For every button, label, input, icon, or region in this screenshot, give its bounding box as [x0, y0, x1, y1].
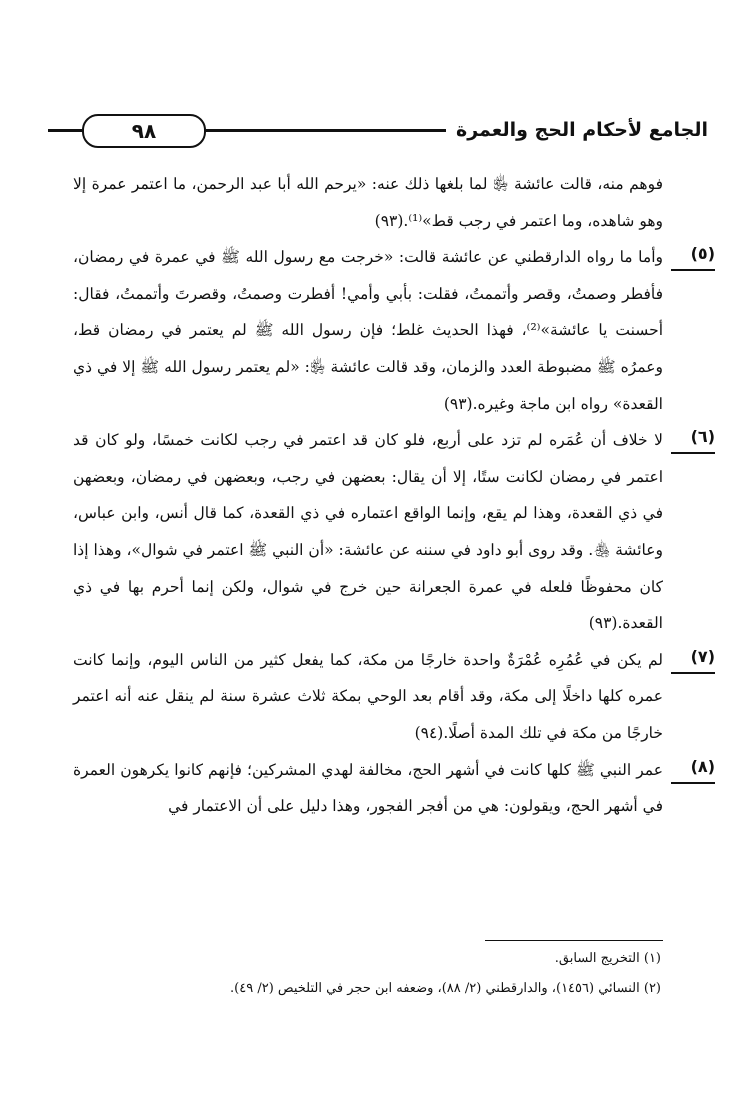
intro-paragraph: فوهم منه، قالت عائشة ﵂ لما بلغها ذلك عنه: «يرحم الله أبا عبد الرحمن، ما اعتمر عمرة إلا وهو شاهده، وما اعتمر في رجب قط»⁽¹⁾.(٩٣) — [73, 175, 663, 230]
header-rule-left — [48, 129, 82, 132]
numbered-paragraph-6 — [73, 422, 715, 642]
page-body — [73, 166, 715, 825]
running-header — [48, 112, 708, 152]
paragraph-number: (٧) — [671, 642, 715, 674]
paragraph-number: (٦) — [671, 422, 715, 454]
paragraph-text: عمر النبي ﷺ كلها كانت في أشهر الحج، مخالفة لهدي المشركين؛ فإنهم كانوا يكرهون العمرة في أشهر الحج، ويقولون: هي من أفجر الفجور، وهذا دليل على أن الاعتمار في — [73, 760, 663, 816]
footnotes — [71, 944, 661, 1004]
numbered-paragraph-7 — [73, 642, 715, 752]
numbered-paragraph-8 — [73, 752, 715, 825]
footnote-1: (١) التخريج السابق. — [554, 951, 661, 966]
page-number: ٩٨ — [82, 114, 206, 148]
footnote-separator — [485, 940, 663, 941]
numbered-paragraph-5 — [73, 239, 715, 422]
book-title: الجامع لأحكام الحج والعمرة — [455, 119, 708, 141]
paragraph-text: لا خلاف أن عُمَره لم تزد على أربع، فلو كان قد اعتمر في رجب لكانت خمسًا، ولو كان قد اعتمر في رمضان لكانت ستًا، إلا أن يقال: بعضهن في رجب، وبعضهن في رمضان، وبعضهن في ذي القعدة، وهذا لم يقع، وإنما الواقع اعتماره في ذي القعدة، كما قال أنس، وابن عباس، وعائشة ﵃. وقد روى أبو داود في سننه عن عائشة: «أن النبي ﷺ اعتمر في شوال»، وهذا إذا كان محفوظًا فلعله في عمرة الجعرانة حين خرج في شوال، ولكن إنما أحرم بها في ذي القعدة.(٩٣) — [73, 431, 663, 633]
paragraph-number: (٨) — [671, 752, 715, 784]
paragraph-number: (٥) — [671, 239, 715, 271]
footnote-2: (٢) النسائي (١٤٥٦)، والدارقطني (٢/ ٨٨)، وضعفه ابن حجر في التلخيص (٢/ ٤٩). — [230, 981, 661, 996]
paragraph-text: لم يكن في عُمُرِه عُمْرَةٌ واحدة خارجًا من مكة، كما يفعل كثير من الناس اليوم، وإنما كانت عمره كلها داخلًا إلى مكة، وقد أقام بعد الوحي بمكة ثلاث عشرة سنة لم ينقل عنه أنه اعتمر خارجًا من مكة في تلك المدة أصلًا.(٩٤) — [73, 650, 663, 742]
paragraph-text: وأما ما رواه الدارقطني عن عائشة قالت: «خرجت مع رسول الله ﷺ في عمرة في رمضان، فأفطر وصمتُ، وقصر وأتممتُ، فقلت: بأبي وأمي! أفطرت وصمتُ، وقصرتَ وأتممتُ، فقال: أحسنت يا عائشة»⁽²⁾، فهذا الحديث غلط؛ فإن رسول الله ﷺ لم يعتمر في رمضان قط، وعمرُه ﷺ مضبوطة العدد والزمان، وقد قالت عائشة ﵂: «لم يعتمر رسول الله ﷺ إلا في ذي القعدة» رواه ابن ماجة وغيره.(٩٣) — [73, 248, 663, 413]
header-rule — [206, 129, 446, 132]
